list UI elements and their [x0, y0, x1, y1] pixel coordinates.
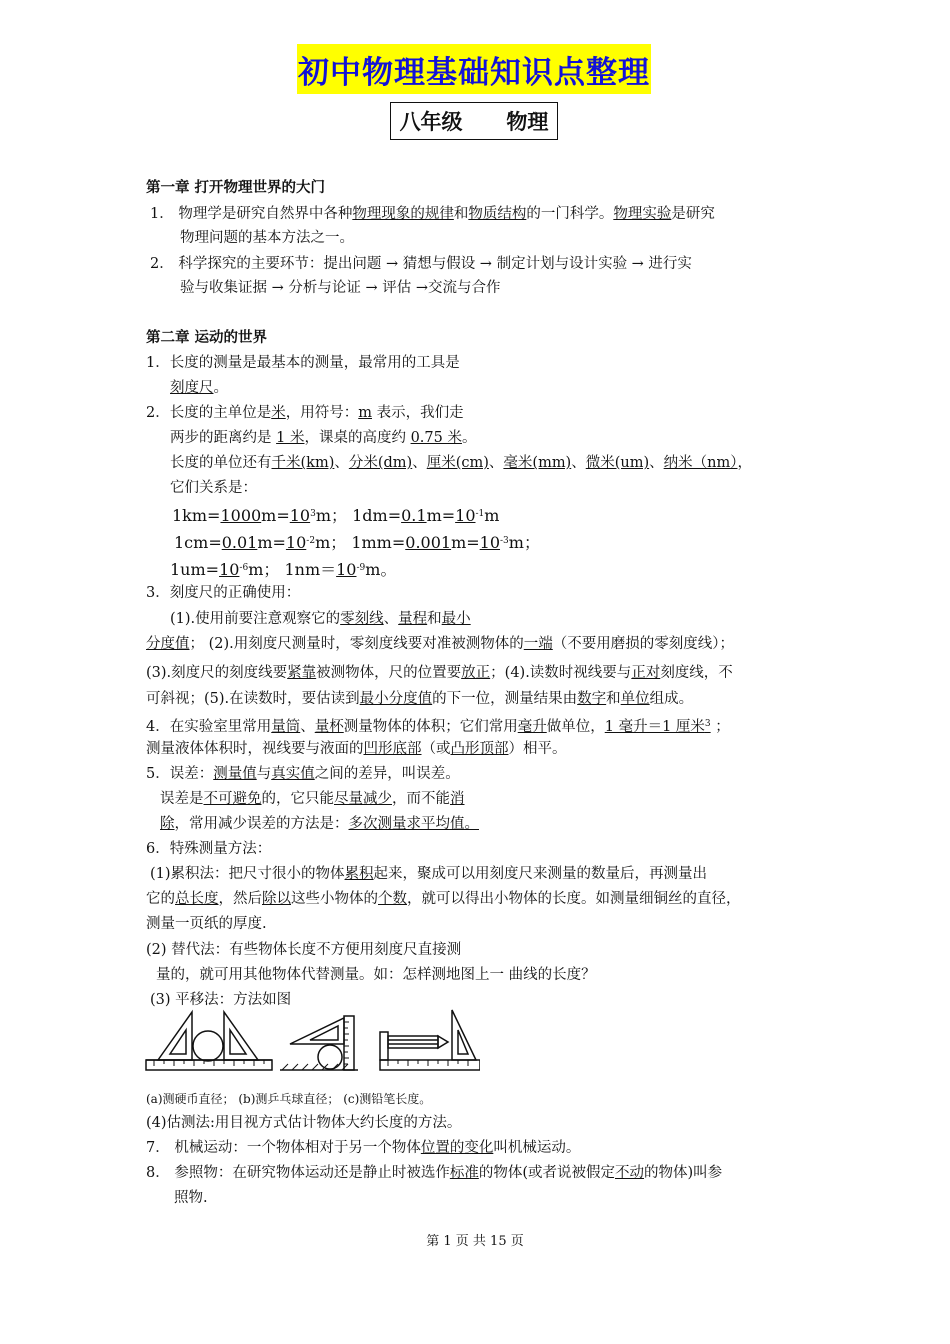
- document-title: 初中物理基础知识点整理: [298, 54, 650, 91]
- ch2-item3-line2: 分度值； (2).用刻度尺测量时，零刻度线要对准被测物体的一端（不要用磨损的零刻度线）；: [146, 636, 735, 652]
- ch2-item3-heading: 3．刻度尺的正确使用：: [146, 585, 301, 601]
- unit-relation-row1: $1km=1000m=10^3m$； $1dm=0.1m=10^{-1}m$: [172, 506, 500, 525]
- ch1-item1-line2: 物理问题的基本方法之一。: [180, 230, 354, 246]
- ch2-item6-line3: 测量一页纸的厚度.: [146, 916, 267, 932]
- figure-a-coin: [146, 1012, 272, 1070]
- unit-relation-row2: $1cm=0.01m=10^{-2}m$； $1mm=0.001m=10^{-3}m$；: [174, 533, 540, 552]
- ch1-item1-line1: 1． 物理学是研究自然界中各种物理现象的规律和物质结构的一门科学。物理实验是研究: [150, 206, 715, 222]
- ch2-item6-line2: 它的总长度，然后除以这些小物体的个数，就可以得出小物体的长度。如测量细铜丝的直径，: [146, 891, 741, 907]
- ch1-item2-line1: 2． 科学探究的主要环节：提出问题 → 猜想与假设 → 制定计划与设计实验 → 进行实: [150, 256, 692, 272]
- ch2-item4-line1: 4．在实验室里常用量筒、量杯测量物体的体积；它们常用毫升做单位，1 毫升＝1 厘米$^3$ ；: [146, 719, 730, 735]
- ch2-item2-line2: 两步的距离约是 1 米，课桌的高度约 0.75 米。: [170, 430, 477, 446]
- ch2-item6-line1: (1)累积法：把尺寸很小的物体累积起来，聚成可以用刻度尺来测量的数量后，再测量出: [150, 866, 708, 882]
- figure-b-pingpong: [280, 1016, 358, 1070]
- ch2-item8-line2: 照物.: [174, 1190, 208, 1206]
- figure-caption: (a)测硬币直径； (b)测乒乓球直径； (c)测铅笔长度。: [146, 1092, 432, 1106]
- ch2-item3-line1: (1).使用前要注意观察它的零刻线、量程和最小: [170, 611, 471, 627]
- ch2-item1-line1: 1．长度的测量是最基本的测量，最常用的工具是: [146, 355, 460, 371]
- ch2-item3-line3: (3).刻度尺的刻度线要紧靠被测物体，尺的位置要放正；(4).读数时视线要与正对刻度线，不: [146, 665, 733, 681]
- ch2-item5-line2: 误差是不可避免的，它只能尽量减少，而不能消: [160, 791, 465, 807]
- ch2-item3-line4: 可斜视；(5).在读数时，要估读到最小分度值的下一位，测量结果由数字和单位组成。: [146, 691, 694, 707]
- document-title-banner: [297, 44, 651, 94]
- ch2-item2-line1: 2．长度的主单位是米，用符号：m 表示，我们走: [146, 405, 464, 421]
- ch2-item6-estimate: (4)估测法:用目视方式估计物体大约长度的方法。: [146, 1115, 462, 1131]
- measurement-methods-figure: [140, 1008, 480, 1088]
- ch2-units-line: 长度的单位还有千米(km)、分米(dm)、厘米(cm)、毫米(mm)、微米(um)、纳米（nm），: [170, 455, 752, 471]
- ch2-item8-line1: 8． 参照物：在研究物体运动还是静止时被选作标准的物体(或者说被假定不动的物体)叫参: [146, 1165, 723, 1181]
- ch2-item6-heading: 6．特殊测量方法：: [146, 841, 272, 857]
- unit-relation-row3: $1um=10^{-6}m$； $1nm=10^{-9}m$。: [170, 560, 397, 579]
- ch2-item6-substitute-line1: (2) 替代法：有些物体长度不方便用刻度尺直接测: [146, 942, 462, 958]
- chapter2-heading: 第二章 运动的世界: [146, 330, 268, 346]
- grade-subject-box: 八年级 物理: [390, 102, 558, 140]
- ch2-item6-substitute-line2: 量的，就可用其他物体代替测量。如：怎样测地图上一 曲线的长度？: [156, 967, 596, 983]
- ch2-item5-line3: 除，常用减少误差的方法是：多次测量求平均值。: [160, 816, 479, 832]
- chapter1-heading: 第一章 打开物理世界的大门: [146, 180, 326, 196]
- ch2-item7: 7． 机械运动：一个物体相对于另一个物体位置的变化叫机械运动。: [146, 1140, 581, 1156]
- ch2-item4-line2: 测量液体体积时，视线要与液面的凹形底部（或凸形顶部）相平。: [146, 741, 567, 757]
- ch1-item2-line2: 验与收集证据 → 分析与论证 → 评估 →交流与合作: [180, 280, 501, 296]
- ch2-item6-translation: (3) 平移法：方法如图: [150, 992, 292, 1008]
- figure-c-pencil: [380, 1010, 480, 1070]
- ch2-item1-line2: 刻度尺。: [170, 380, 228, 396]
- ch2-item5-line1: 5．误差：测量值与真实值之间的差异，叫误差。: [146, 766, 460, 782]
- ch2-relations-label: 它们关系是：: [170, 480, 257, 496]
- page-footer: 第 1 页 共 15 页: [426, 1234, 524, 1249]
